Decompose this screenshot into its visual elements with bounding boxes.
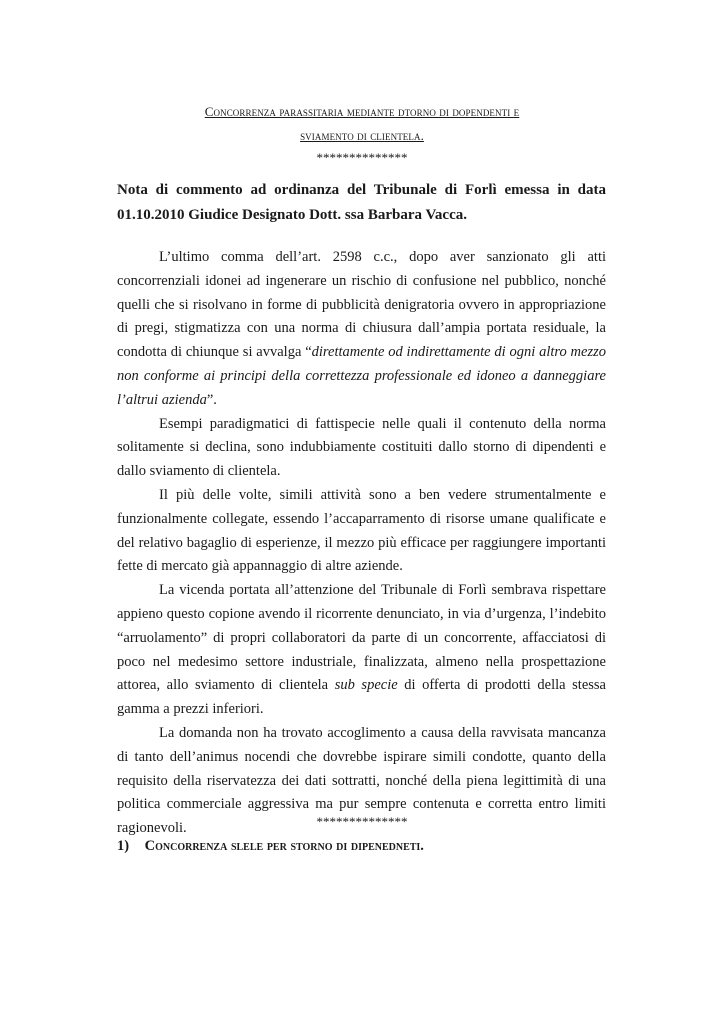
paragraph-4-text: La vicenda portata all’attenzione del Tribunale di Forlì sembrava rispettare appieno questo copione avendo il ricorrente denunciato, in via d’urgenza, l’indebito “arruolamento” di propri collaboratori da parte di un concorrente, affacciatosi di poco nel medesimo settore industriale, finalizzata, almeno nella prospettazione attorea, allo sviamento di clientela <box>117 582 606 694</box>
paragraph-4-italic: sub specie <box>334 677 398 694</box>
paragraph-5: La domanda non ha trovato accoglimento a causa della ravvisata mancanza di tanto dell’animus nocendi che dovrebbe ispirare simili condotte, quanto della requisito della riservatezza dei dati sottratti, nonché della piena legittimità di una politica commerciale aggressiva ma pur sempre contenuta e corretta entro limiti ragionevoli. <box>117 724 606 837</box>
section-title: Concorrenza slele per storno di dipenedneti. <box>144 838 424 854</box>
paragraph-4-end: di offerta di prodotti della stessa gamma a prezzi inferiori. <box>117 677 606 718</box>
paragraph-1-quote: direttamente od indirettamente di ogni altro mezzo non conforme ai principi della correttezza professionale ed idoneo a danneggiare l’altrui azienda <box>117 344 607 408</box>
paragraph-2: Esempi paradigmatici di fattispecie nelle quali il contenuto della norma solitamente si declina, sono indubbiamente costituiti dallo storno di dipendenti e dallo sviamento di clientela. <box>117 415 606 480</box>
paragraph-1-text: L’ultimo comma dell’art. 2598 c.c., dopo aver sanzionato gli atti concorrenziali idonei ad ingenerare un rischio di confusione nel pubblico, nonché quelli che si risolvano in forme di pubblicità denigratoria ovvero in appropriazione di pregi, stigmatizza con una norma di chiusura dall’ampia portata residuale, la condotta di chiunque si avvalga “ <box>117 249 606 361</box>
paragraph-4 <box>117 579 606 722</box>
document-title-line-1: Concorrenza parassitaria mediante dtorno di dopendenti e <box>204 104 520 119</box>
paragraph-3: Il più delle volte, simili attività sono a ben vedere strumentalmente e funzionalmente collegate, essendo l’accaparramento di risorse umane qualificate e del relativo bagaglio di esperienze, il mezzo più efficace per raggiungere importanti fette di mercato già appannaggio di altre aziende. <box>117 486 606 575</box>
document-body <box>117 246 606 841</box>
paragraph-1-end: ”. <box>206 391 217 408</box>
note-heading: Nota di commento ad ordinanza del Tribunale di Forlì emessa in data 01.10.2010 Giudice Designato Dott. ssa Barbara Vacca. <box>117 182 606 223</box>
section-number: 1) <box>117 838 130 854</box>
document-title-line-2: sviamento di clientela. <box>300 128 424 143</box>
section-heading <box>117 838 424 855</box>
separator-bottom: ************** <box>316 814 408 829</box>
separator-top: ************** <box>316 150 408 165</box>
paragraph-1 <box>117 246 606 413</box>
